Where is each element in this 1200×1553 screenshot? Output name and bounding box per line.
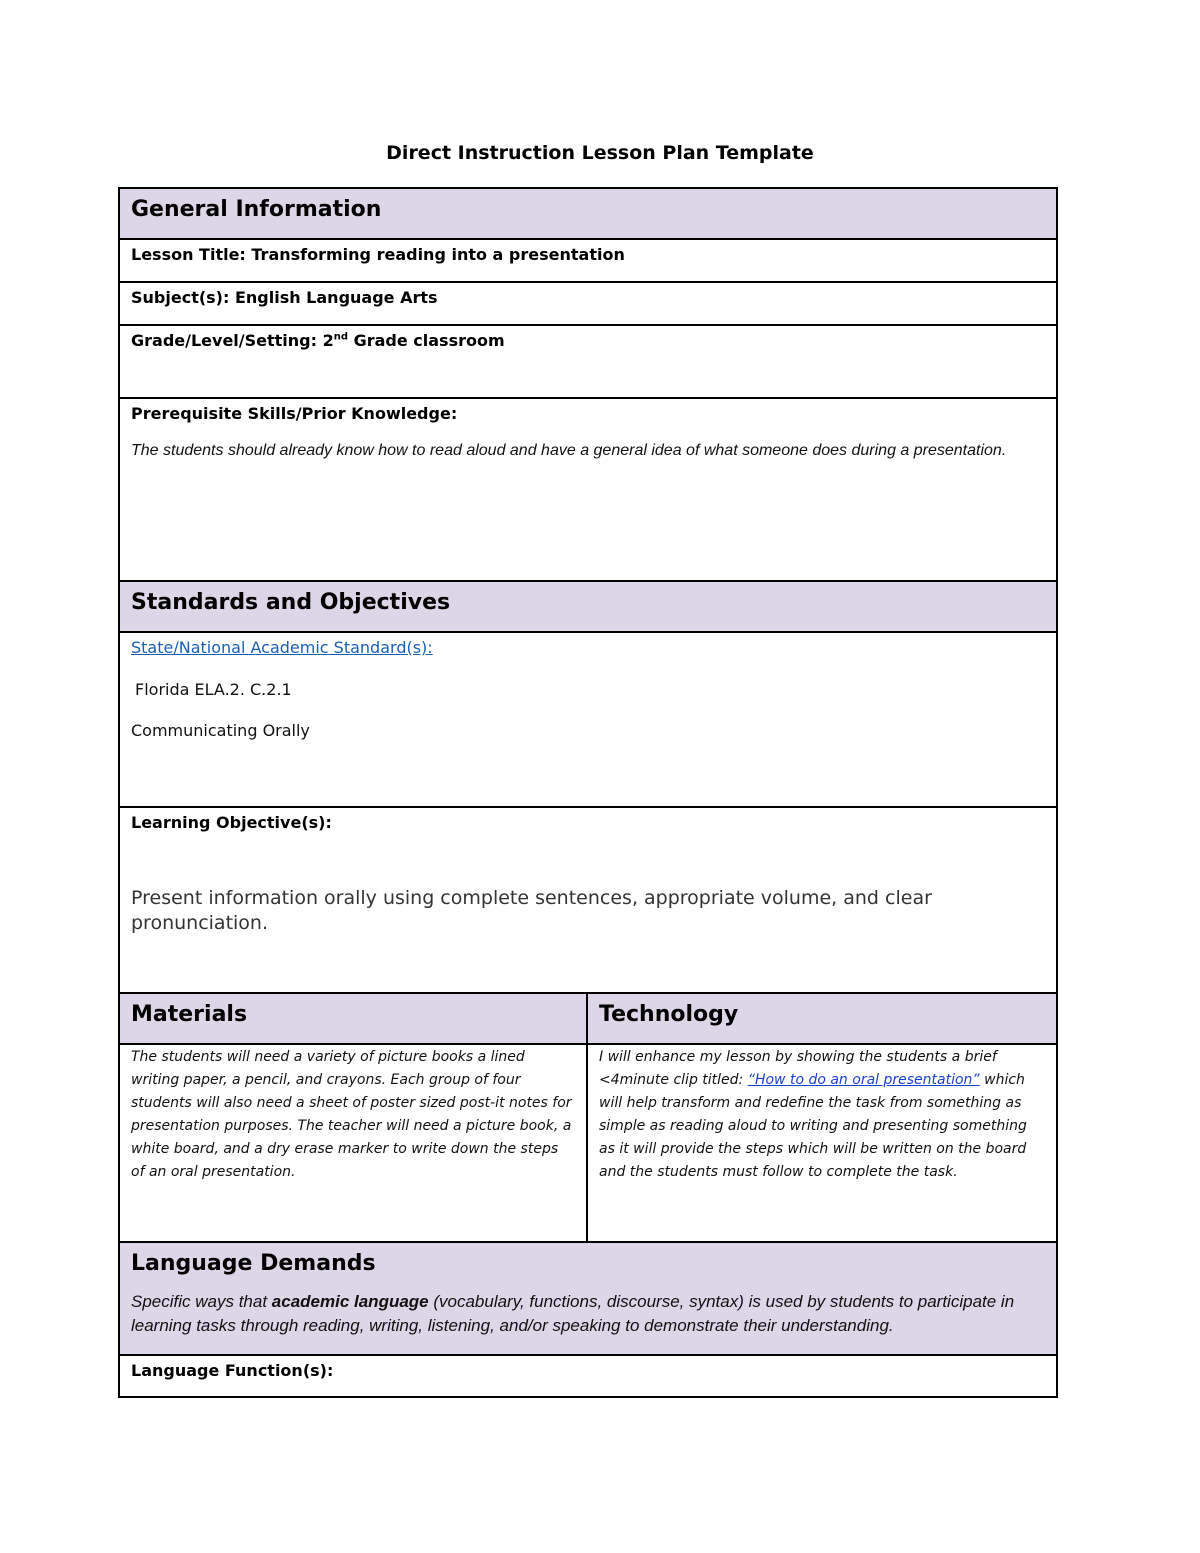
materials-text: The students will need a variety of picture books a lined writing paper, a pencil, and crayons. Each group of four students will also need a sheet of poster sized post-it notes for presentation purposes. The teacher will need a picture book, a white board, and a dry erase marker to write down the steps of an oral presentation. (131, 1049, 572, 1180)
prerequisite-row (120, 399, 1056, 582)
standard-name: Communicating Orally (131, 721, 310, 740)
subjects: Subject(s): English Language Arts (131, 288, 438, 307)
subjects-row (120, 283, 1056, 326)
standards-link[interactable]: State/National Academic Standard(s): (131, 638, 433, 657)
materials-content-cell (120, 1045, 588, 1241)
prerequisite-label: Prerequisite Skills/Prior Knowledge: (131, 404, 458, 423)
language-function-row (120, 1356, 1056, 1396)
learning-objective-label: Learning Objective(s): (131, 813, 332, 832)
learning-objective-text: Present information orally using complete sentences, appropriate volume, and clear pronunciation. (131, 887, 932, 934)
lesson-plan-table (118, 187, 1058, 1398)
section-heading: Language Demands (131, 1251, 376, 1276)
lesson-title: Lesson Title: Transforming reading into a presentation (131, 245, 625, 264)
section-header-language-demands (120, 1243, 1056, 1356)
lesson-title-row (120, 240, 1056, 283)
learning-objective-row (120, 808, 1056, 994)
document-title: Direct Instruction Lesson Plan Template (386, 142, 814, 164)
technology-text: I will enhance my lesson by showing the students a brief <4minute clip titled: “How to do an oral presentation” which will help transform and redefine the task from something as simple as reading aloud to writing and presenting something as it will provide the steps which will be written on the board and the students must follow to complete the task. (599, 1049, 1027, 1180)
prerequisite-text: The students should already know how to read aloud and have a general idea of what someone does during a presentation. (131, 442, 1007, 459)
standard-code: Florida ELA.2. C.2.1 (135, 680, 292, 699)
section-heading: General Information (131, 197, 382, 222)
standards-row (120, 633, 1056, 808)
section-header-standards-objectives (120, 582, 1056, 633)
section-heading: Standards and Objectives (131, 590, 451, 615)
language-demands-description: Specific ways that academic language (vocabulary, functions, discourse, syntax) is used by students to participate in learning tasks through reading, writing, listening, and/or speaking to demonstrate their understanding. (131, 1292, 1015, 1335)
section-header-general-information (120, 189, 1056, 240)
materials-heading: Materials (131, 1002, 248, 1027)
language-function-label: Language Function(s): (131, 1361, 334, 1380)
technology-heading: Technology (599, 1002, 739, 1027)
technology-header-cell (588, 994, 1056, 1043)
video-link[interactable]: “How to do an oral presentation” (747, 1072, 980, 1088)
materials-technology-header-row (120, 994, 1056, 1045)
grade-level-row (120, 326, 1056, 399)
grade-level-setting: Grade/Level/Setting: 2nd Grade classroom (131, 331, 505, 350)
materials-technology-content-row (120, 1045, 1056, 1243)
materials-header-cell (120, 994, 588, 1043)
technology-content-cell (588, 1045, 1056, 1241)
